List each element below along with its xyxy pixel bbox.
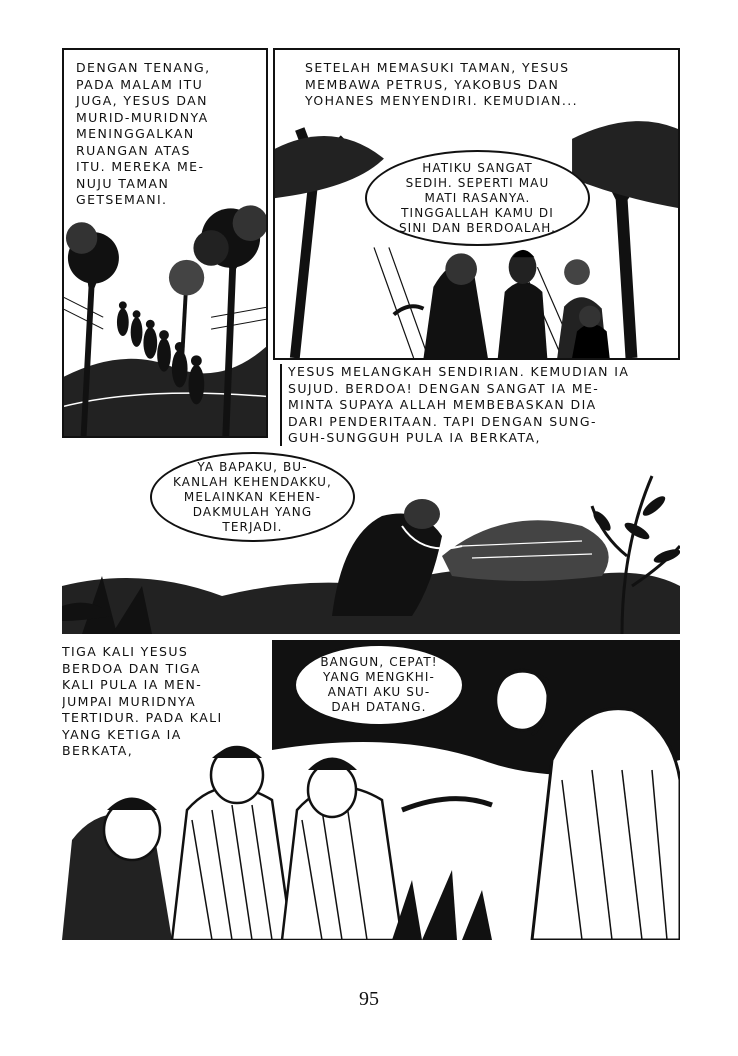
- speech-bubble-jesus-wake: [294, 644, 464, 726]
- caption-line: MINTA SUPAYA ALLAH MEMBEBASKAN DIA: [288, 397, 597, 412]
- caption-line: TIGA KALI YESUS: [62, 644, 189, 659]
- caption-line: MEMBAWA PETRUS, YAKOBUS DAN: [305, 76, 560, 92]
- speech-line: MELAINKAN KEHEN-: [183, 489, 322, 504]
- caption-line: BERKATA,: [62, 743, 134, 758]
- caption-line: MENINGGALKAN: [76, 126, 195, 141]
- speech-bubble-jesus-prayer: [150, 452, 355, 542]
- speech-bubble-jesus-sorrow: [365, 150, 590, 246]
- speech-line: YA BAPAKU, BU-: [197, 459, 308, 474]
- caption-line: SUJUD. BERDOA! DENGAN SANGAT IA ME-: [288, 380, 600, 396]
- caption-line: JUMPAI MURIDNYA: [62, 693, 197, 709]
- caption-line: RUANGAN ATAS: [76, 142, 191, 158]
- panel-2-three-disciples: [273, 48, 680, 360]
- page-number: 95: [359, 988, 379, 1010]
- caption-line: MURID-MURIDNYA: [76, 109, 209, 125]
- speech-line: SEDIH. SEPERTI MAU: [405, 175, 550, 190]
- panel-2-caption: [305, 60, 675, 110]
- speech-line: BANGUN, CEPAT!: [320, 655, 438, 669]
- panel-3-caption: [280, 364, 688, 447]
- caption-line: YOHANES MENYENDIRI. KEMUDIAN...: [305, 93, 579, 108]
- caption-line: DENGAN TENANG,: [76, 60, 211, 75]
- caption-line: DARI PENDERITAAN. TAPI DENGAN SUNG-: [288, 413, 597, 429]
- speech-line: TINGGALLAH KAMU DI: [401, 205, 554, 220]
- panel-1-caption: [76, 60, 266, 209]
- caption-line: KALI PULA IA MEN-: [62, 677, 203, 692]
- caption-line: JUGA, YESUS DAN: [76, 93, 208, 108]
- caption-line: BERDOA DAN TIGA: [62, 660, 201, 676]
- caption-line: ITU. MEREKA ME-: [76, 159, 205, 174]
- speech-line: MATI RASANYA.: [424, 190, 531, 205]
- caption-line: YANG KETIGA IA: [62, 726, 182, 742]
- speech-line: SINI DAN BERDOALAH.: [398, 220, 557, 235]
- panel-1-garden-procession: [62, 48, 268, 438]
- speech-line: YANG MENGKHI-: [323, 670, 435, 684]
- panel-3-jesus-praying: [62, 446, 680, 634]
- speech-line: KANLAH KEHENDAKKU,: [173, 474, 332, 489]
- panel-4-caption: [62, 644, 272, 760]
- caption-line: NUJU TAMAN: [76, 175, 170, 191]
- caption-line: SETELAH MEMASUKI TAMAN, YESUS: [305, 60, 570, 75]
- speech-line: TERJADI.: [222, 519, 283, 534]
- caption-line: GUH-SUNGGUH PULA IA BERKATA,: [288, 430, 541, 445]
- speech-line: DAKMULAH YANG: [192, 504, 313, 519]
- panel-4-disciples-asleep: [62, 640, 680, 940]
- caption-line: GETSEMANI.: [76, 192, 168, 207]
- speech-line: HATIKU SANGAT: [422, 160, 533, 175]
- speech-line: DAH DATANG.: [331, 700, 427, 714]
- caption-line: PADA MALAM ITU: [76, 76, 204, 92]
- caption-line: TERTIDUR. PADA KALI: [62, 710, 223, 725]
- speech-line: ANATI AKU SU-: [327, 685, 431, 699]
- caption-line: YESUS MELANGKAH SENDIRIAN. KEMUDIAN IA: [288, 364, 630, 379]
